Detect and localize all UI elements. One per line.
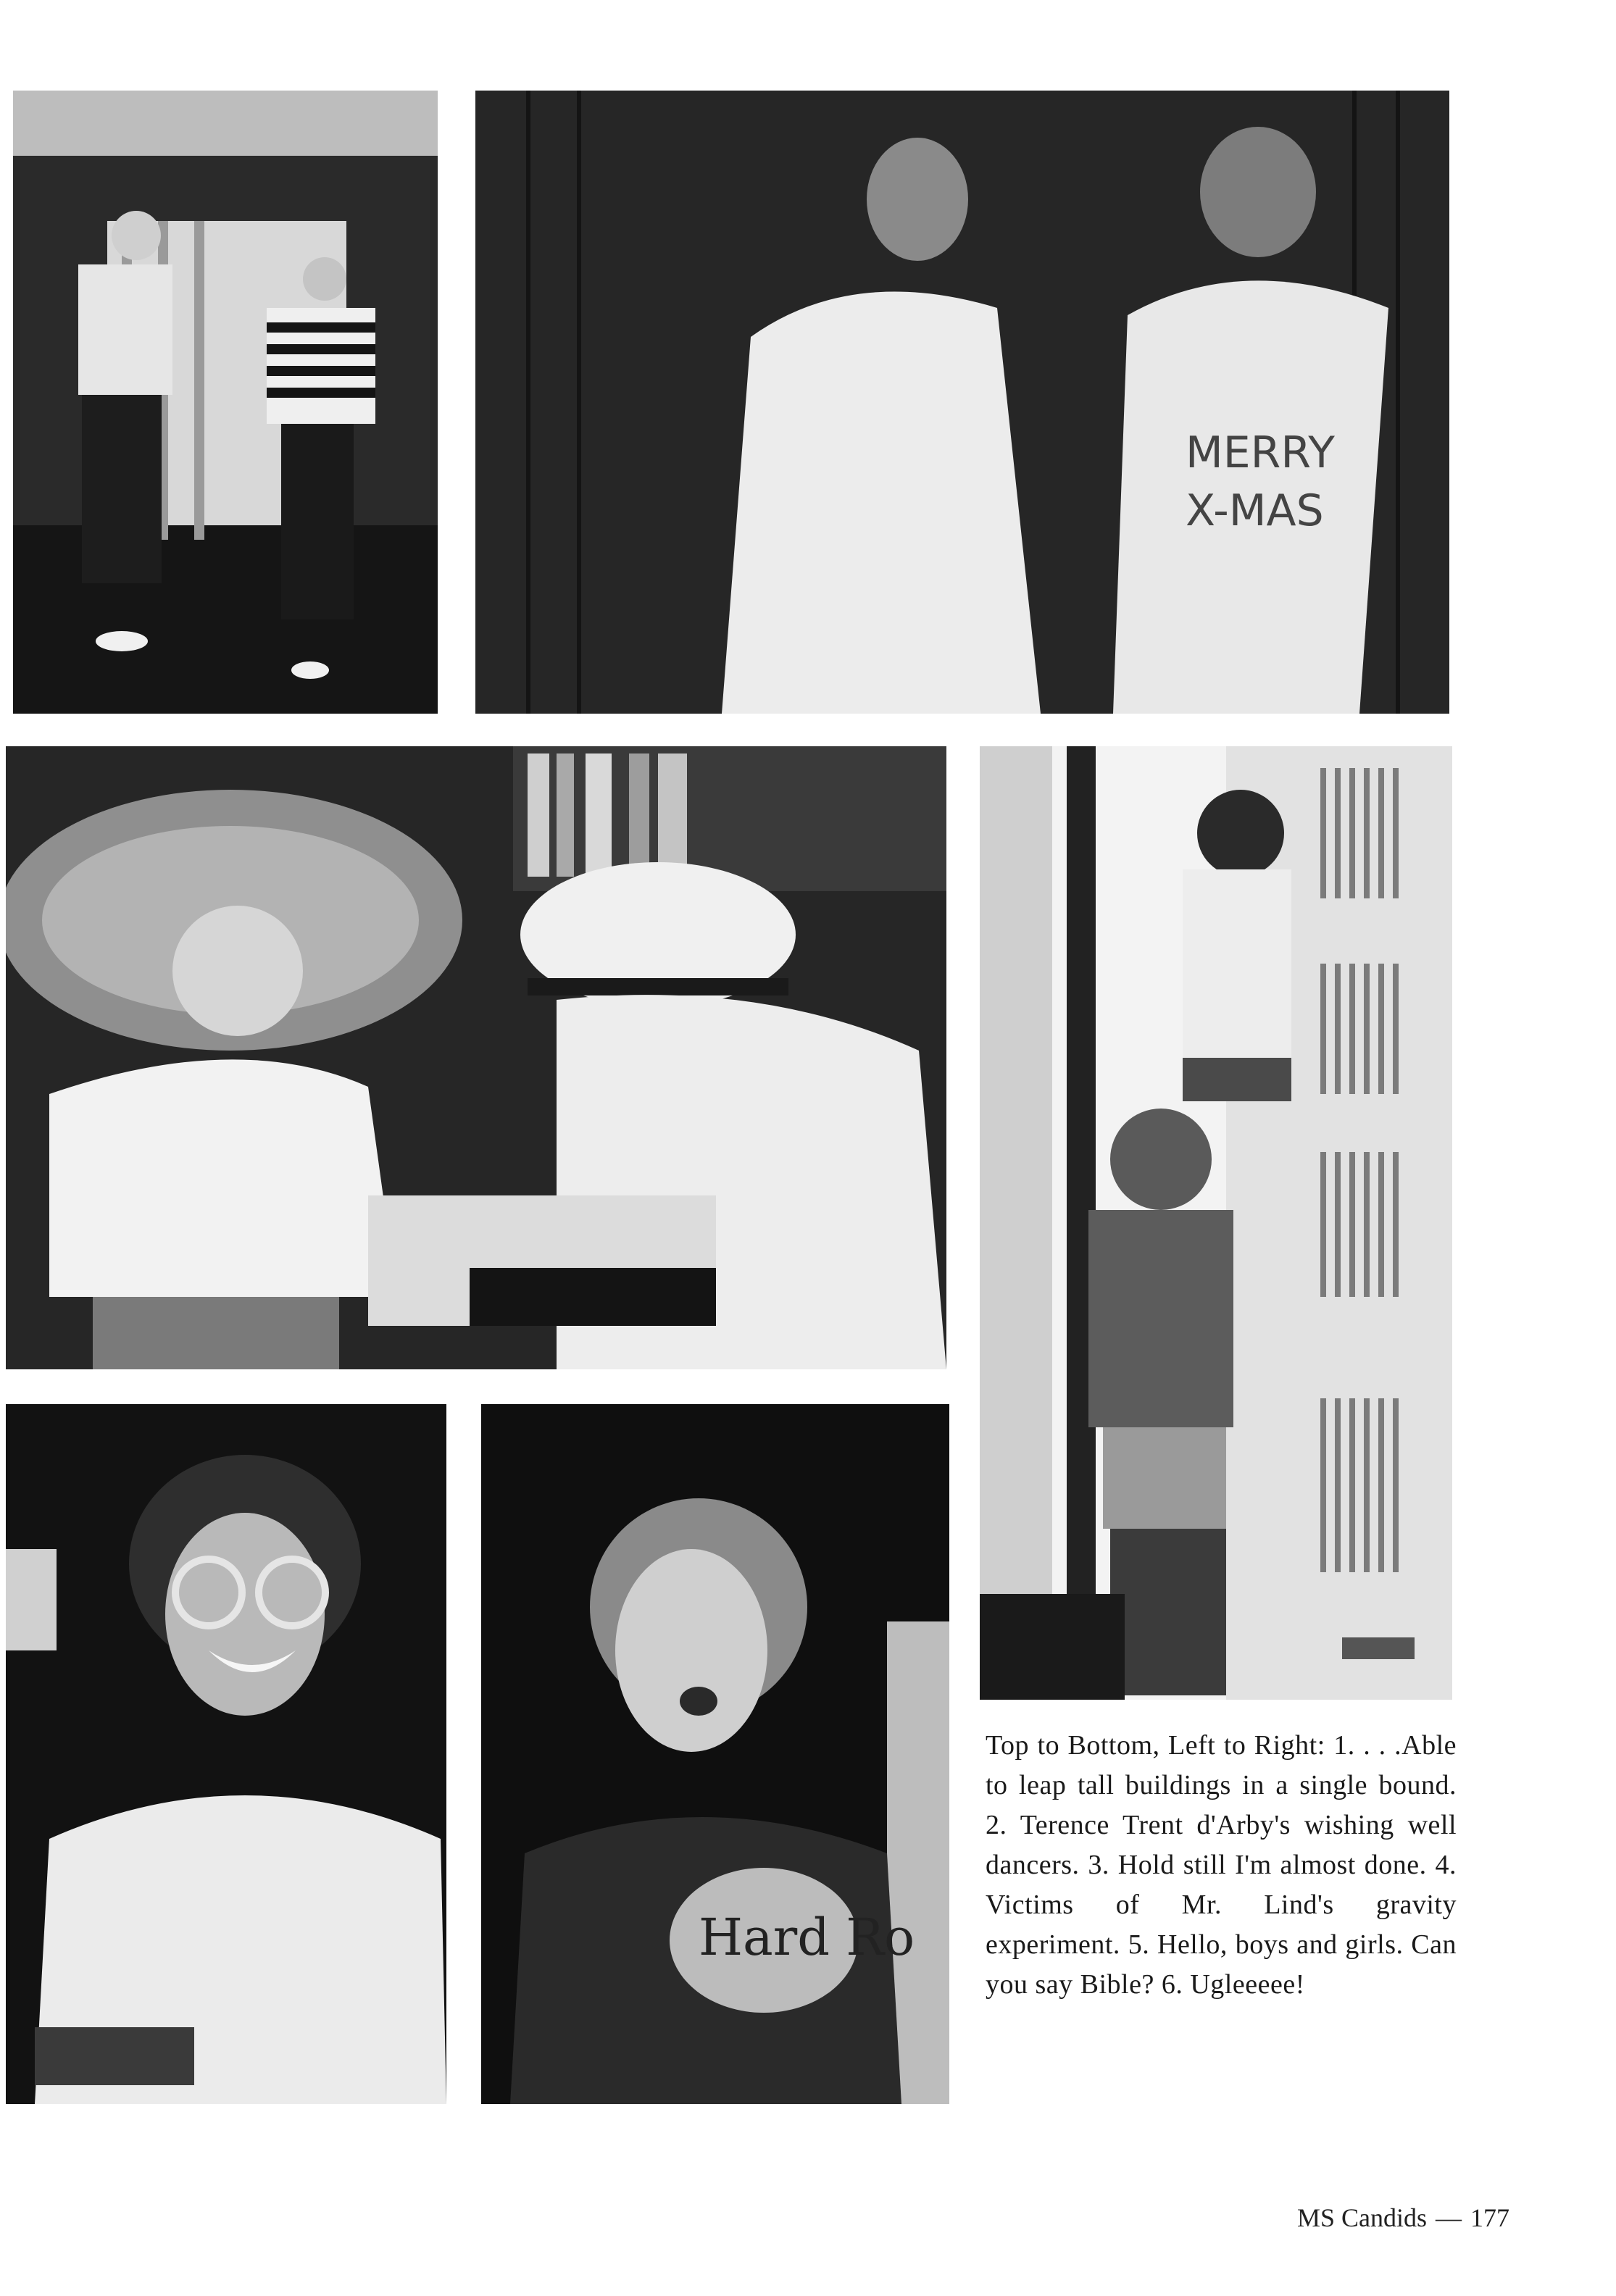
photo-5-girl-with-glasses <box>6 1404 446 2104</box>
photo-6-boy-making-face <box>481 1404 949 2104</box>
folio-separator: — <box>1436 2203 1462 2232</box>
photo-1-boy-leaping <box>13 91 438 714</box>
photo-3-image <box>6 746 946 1369</box>
svg-text:Hard Ro: Hard Ro <box>699 1908 915 1967</box>
photo-2-dancers <box>475 91 1449 714</box>
section-title: MS Candids <box>1297 2203 1428 2232</box>
photo-4-image <box>980 746 1452 1700</box>
photo-4-boys-against-lockers <box>980 746 1452 1700</box>
photo-1-image <box>13 91 438 714</box>
caption: Top to Bottom, Left to Right: 1. . . .Able to leap tall buildings in a single bound. 2. Terence Trent d'Arby's wishing well dancers. 3. Hold still I'm almost done. 4. Victims of Mr. Lind's gravity experiment. 5. Hello, boys and girls. Can you say Bible? 6. Ugleeeee! <box>986 1730 1457 2000</box>
photo-5-image <box>6 1404 446 2104</box>
folio <box>1297 2203 1536 2233</box>
photo-6-image <box>481 1404 949 2104</box>
photo-2-image <box>475 91 1449 714</box>
page-number: 177 <box>1470 2203 1510 2232</box>
svg-text:X-MAS: X-MAS <box>1186 485 1324 536</box>
svg-text:MERRY: MERRY <box>1186 427 1335 478</box>
photo-3-girls-writing <box>6 746 946 1369</box>
